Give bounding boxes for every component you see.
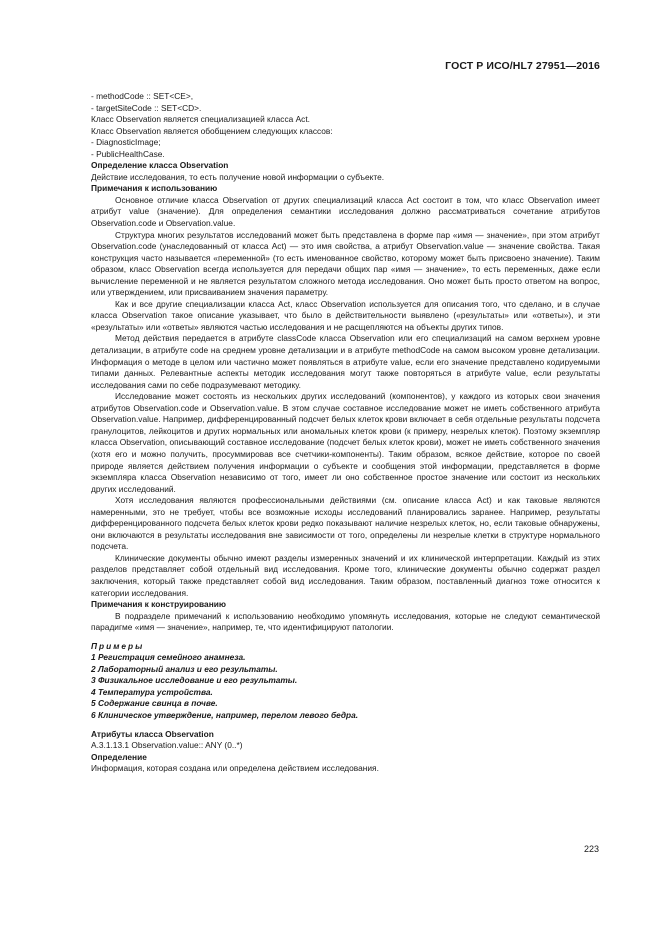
section-heading: Атрибуты класса Observation [91,728,214,739]
paragraph: Как и все другие специализации класса Act, класс Observation используется для описания того, что сделано, и в случае класса Observation такое описание указывает, что было в действительности выявлено («результаты» или «ответы»), и эти «результаты» или «ответы» являются частью исследования и не расщепляются на объекты других типов. [91,298,600,332]
example-item: 2 Лабораторный анализ и его результаты. [91,663,278,674]
list-item: - targetSiteCode :: SET<CD>. [91,102,202,113]
paragraph: Структура многих результатов исследований может быть представлена в форме пар «имя — значение», при этом атрибут Observation.code (унаследованный от класса Act) — это имя свойства, а атрибут Observation.value — значение свойства. Такая конструкция часто называется «переменной» (то есть именованное свойство, которому может быть присвоено значение). Таким образом, класс Observation всегда используется для передачи общих пар «имя — значение», то есть переменных, даже если вычисление переменной и не является результатом сложного метода исследования. Оно может быть просто ответом на вопрос, или утверждением, или присваиванием значения параметру. [91,229,600,298]
paragraph: Действие исследования, то есть получение новой информации о субъекте. [91,171,385,182]
paragraph: Хотя исследования являются профессиональными действиями (см. описание класса Act) и как таковые являются намеренными, это не требует, чтобы все возможные исходы исследований планировались заранее. Например, результаты дифференцированного подсчета белых клеток крови редко показывают наличие незрелых клеток, но, если таковые обнаружены, они включаются в результаты исследования вне зависимости от того, определены ли незрелые клетки в структуре нормального подсчета. [91,495,600,552]
paragraph: Исследование может состоять из нескольких других исследований (компонентов), у каждого из которых свои значения атрибутов Observation.code и Observation.value. В этом случае составное исследование может не иметь собственного атрибута Observation.value. Например, дифференцированный подсчет белых клеток крови включает в себя отдельные результаты подсчета гранулоцитов, лейкоцитов и других нормальных или аномальных клеток крови (к примеру, незрелых клеток). Поэтому экземпляр класса Observation, описывающий составное исследование (подсчет белых клеток крови), может не иметь собственного значения (хотя его и можно получить, просуммировав все счетчики-компоненты). Таким образом, всякое действие, которое по своей природе является действием получения информации о субъекте и сообщения этой информации, представляется в форме экземпляра класса Observation независимо от того, имеет ли оно собственное простое значение или состоит из нескольких других исследований. [91,391,600,494]
clause-number: A.3.1.13.1 Observation.value:: ANY (0..*) [91,740,243,751]
example-item: 6 Клиническое утверждение, например, перелом левого бедра. [91,709,359,720]
examples-heading: Примеры [91,640,145,651]
section-heading: Определение класса Observation [91,160,229,171]
example-item: 5 Содержание свинца в почве. [91,698,218,709]
examples-block [91,641,600,722]
section-heading: Примечания к использованию [91,183,218,194]
paragraph: Клинические документы обычно имеют разделы измеренных значений и их клинической интерпретации. Каждый из этих разделов представляет собой отдельный вид исследования. Кроме того, клинические документы обычно содержат раздел заключения, который также представляет собой вид исследования. Таким образом, поставленный диагноз тоже относится к категории исследования. [91,552,600,598]
paragraph: Класс Observation является специализацией класса Act. [91,114,310,125]
page-body [91,91,600,775]
section-heading: Определение [91,751,147,762]
paragraph: Метод действия передается в атрибуте classCode класса Observation или его специализаций на самом верхнем уровне детализации, в атрибуте code на среднем уровне детализации и в атрибуте methodCode на самом высоком уровне детализации. Информация о методе в целом или частично может появляться в атрибуте value, если его значение представлено кодируемыми типами данных. Релевантные аспекты методик исследования могут также повторяться в атрибуте value, если результаты исследования сами по себе подразумевают методику. [91,333,600,390]
example-item: 1 Регистрация семейного анамнеза. [91,652,246,663]
list-item: - methodCode :: SET<CE>, [91,91,194,101]
example-item: 4 Температура устройства. [91,686,213,697]
standard-header: ГОСТ Р ИСО/HL7 27951—2016 [445,60,600,72]
paragraph: Класс Observation является обобщением следующих классов: [91,125,333,136]
paragraph: Информация, которая создана или определена действием исследования. [91,763,379,774]
paragraph: Основное отличие класса Observation от других специализаций класса Act состоит в том, что класс Observation имеет атрибут value (значение). Для определения семантики исследования должно рассматриваться сочетание атрибутов Observation.code и Observation.value. [91,194,600,229]
page-number: 223 [583,844,599,854]
paragraph: В подразделе примечаний к использованию необходимо упомянуть исследования, которые не следуют семантической парадигме «имя — значение», например, те, что идентифицируют патологии. [91,610,600,633]
list-item: - DiagnosticImage; [91,137,161,148]
section-heading: Примечания к конструированию [91,599,226,610]
example-item: 3 Физикальное исследование и его результаты. [91,675,298,686]
list-item: - PublicHealthCase. [91,148,165,159]
